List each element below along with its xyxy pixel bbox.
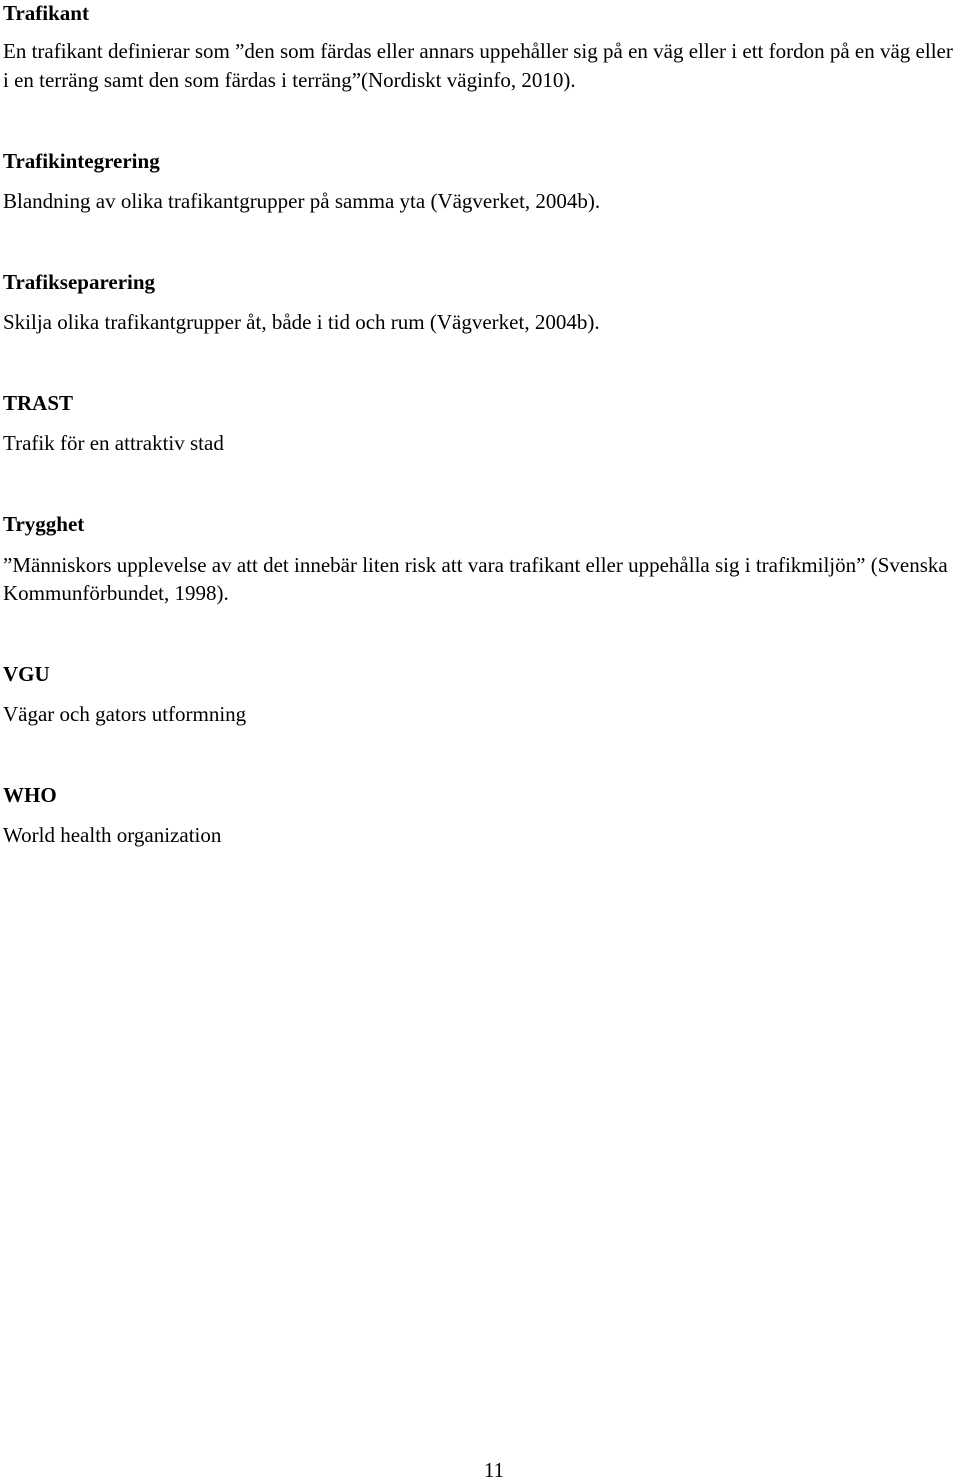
glossary-definition: Skilja olika trafikantgrupper åt, både i tid och rum (Vägverket, 2004b). <box>3 310 600 334</box>
glossary-term: WHO <box>3 783 57 807</box>
glossary-term: TRAST <box>3 391 74 415</box>
glossary-entry-trygghet <box>3 511 953 607</box>
glossary-definition: World health organization <box>3 823 222 847</box>
glossary-term: Trafikant <box>3 1 89 25</box>
glossary-term: Trygghet <box>3 512 85 536</box>
glossary-entry-trast <box>3 390 953 457</box>
glossary-term: Trafikseparering <box>3 270 156 294</box>
glossary-definition: ”Människors upplevelse av att det innebär liten risk att vara trafikant eller uppehålla sig i trafikmiljön” (Svenska Kommunförbundet, 1998). <box>3 553 948 605</box>
glossary-term: VGU <box>3 662 50 686</box>
glossary-entry-who <box>3 782 953 849</box>
glossary-term: Trafikintegrering <box>3 149 160 173</box>
glossary-entry-trafikintegrering <box>3 148 953 215</box>
glossary-definition: En trafikant definierar som ”den som färdas eller annars uppehåller sig på en väg eller i ett fordon på en väg eller i en terräng samt den som färdas i terräng”(Nordiskt väginfo, 2010). <box>3 39 953 92</box>
glossary-definition: Vägar och gators utformning <box>3 702 247 726</box>
glossary-entry-trafikant <box>3 0 953 95</box>
glossary-definition: Blandning av olika trafikantgrupper på samma yta (Vägverket, 2004b). <box>3 189 601 213</box>
glossary-entry-trafikseparering <box>3 269 953 336</box>
glossary-entry-vgu <box>3 661 953 728</box>
page-number: 11 <box>483 1458 505 1482</box>
glossary-definition: Trafik för en attraktiv stad <box>3 431 224 455</box>
